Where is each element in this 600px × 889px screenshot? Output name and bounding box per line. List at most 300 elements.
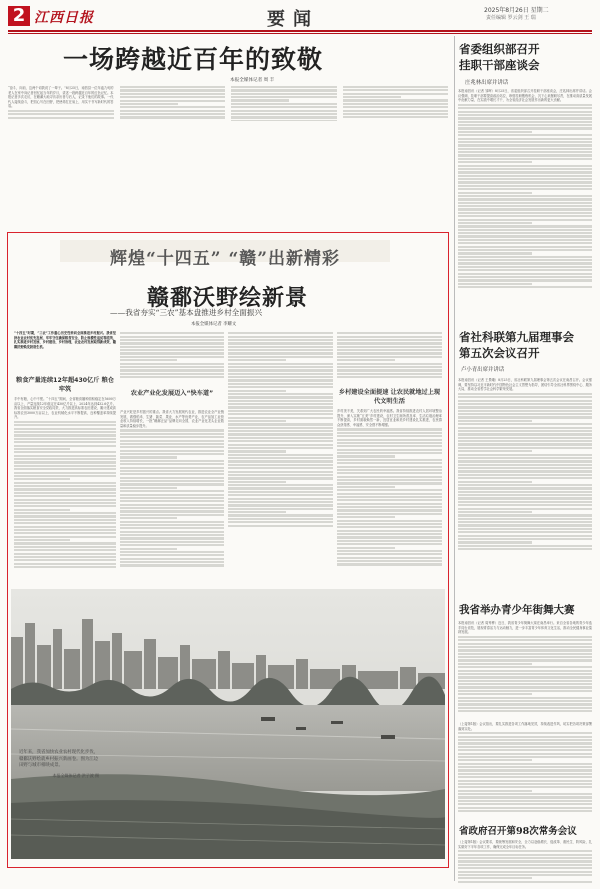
text-line-texture: [458, 683, 592, 685]
brief1-text: （上接第1版）会议指出，要扎实推进各项工作落地见效，持续改进作风，切实把各项决策部署落到实处。: [458, 722, 592, 731]
text-line-texture: [14, 495, 116, 497]
text-line-texture: [228, 420, 286, 422]
text-line-texture: [458, 518, 592, 520]
text-line-texture: [14, 563, 116, 565]
text-line-texture: [337, 479, 442, 481]
text-line-texture: [458, 246, 592, 248]
text-line-texture: [228, 433, 333, 435]
text-line-texture: [120, 349, 224, 351]
text-line-texture: [458, 773, 592, 775]
section-title: 要闻: [267, 9, 319, 30]
text-line-texture: [228, 447, 333, 449]
text-line-texture: [458, 501, 592, 503]
text-line-texture: [120, 497, 224, 499]
text-line-texture: [228, 511, 286, 513]
story3-headline: 我省举办青少年街舞大赛: [459, 604, 575, 616]
text-line-texture: [458, 396, 592, 398]
text-line-texture: [458, 430, 592, 432]
text-line-texture: [14, 478, 70, 480]
text-line-texture: [228, 481, 286, 483]
text-line-texture: [458, 854, 592, 856]
text-line-texture: [337, 557, 442, 559]
text-line-texture: [14, 441, 116, 443]
text-line-texture: [120, 440, 224, 442]
text-line-texture: [343, 93, 449, 95]
text-line-texture: [458, 470, 592, 472]
text-line-texture: [458, 646, 592, 648]
text-line-texture: [458, 742, 592, 744]
section2-body: [120, 410, 224, 585]
text-line-texture: [14, 482, 116, 484]
text-line-texture: [458, 753, 592, 755]
text-line-texture: [228, 487, 333, 489]
section2-text: 产业兴旺是乡村振兴的重点。我省大力发展现代农业，推进农业全产业链发展，做强稻米、生猪、蔬菜、果业、水产等优势产业，农产品加工业营业收入持续增长，一批“赣鄱正品”品牌走向全国，农业产业化龙头企业数量和质量稳步提升。: [120, 410, 224, 428]
lead-story-byline: 本报全媒体记者 周 丰: [230, 78, 275, 83]
text-line-texture: [337, 373, 442, 375]
text-line-texture: [458, 239, 592, 241]
text-line-texture: [231, 96, 337, 98]
feature-photo: [11, 589, 445, 859]
text-line-texture: [120, 534, 224, 536]
text-line-texture: [337, 342, 442, 344]
text-line-texture: [458, 673, 592, 675]
text-line-texture: [337, 563, 442, 565]
text-line-texture: [120, 524, 224, 526]
text-line-texture: [120, 429, 224, 431]
text-line-texture: [458, 680, 592, 682]
text-line-texture: [458, 168, 592, 170]
text-line-texture: [337, 536, 442, 538]
text-line-texture: [231, 113, 337, 115]
text-line-texture: [120, 551, 224, 553]
text-line-texture: [458, 400, 592, 402]
column-divider: [454, 36, 455, 881]
text-line-texture: [337, 449, 442, 451]
text-line-texture: [231, 103, 337, 105]
text-line-texture: [458, 697, 592, 699]
text-line-texture: [458, 763, 592, 765]
text-line-texture: [228, 494, 333, 496]
text-line-texture: [228, 525, 333, 527]
text-line-texture: [458, 653, 592, 655]
story2-headline-line2: 第五次会议召开: [459, 346, 540, 360]
text-line-texture: [14, 505, 116, 507]
text-line-texture: [337, 346, 442, 348]
text-line-texture: [337, 349, 442, 351]
lead-story-text: “奋斗，向前，这两个词我说了一辈子。”8月25日，南昌县一位年逾九旬的老人在家中向记者回忆起当年的岁月，讲述一段跨越近百年的红色记忆。本报记者多次走访，在赣鄱大地寻访亲历者与后人，记录下他们的故事。一代代人接续奋斗，把初心写在田野，把使命扛在肩上，用实干书写新时代的答卷。: [8, 86, 114, 109]
text-line-texture: [14, 428, 116, 430]
text-line-texture: [14, 475, 116, 477]
text-line-texture: [120, 477, 224, 479]
text-line-texture: [120, 561, 224, 563]
text-line-texture: [120, 436, 224, 438]
text-line-texture: [337, 455, 395, 457]
header-rule-thin: [8, 33, 592, 34]
text-line-texture: [228, 339, 333, 341]
text-line-texture: [120, 336, 224, 338]
text-line-texture: [231, 89, 337, 91]
text-line-texture: [14, 549, 116, 551]
text-line-texture: [458, 497, 592, 499]
text-line-texture: [337, 506, 442, 508]
brief1-body: [458, 722, 592, 820]
text-line-texture: [8, 113, 114, 115]
text-line-texture: [120, 463, 224, 465]
text-line-texture: [337, 533, 442, 535]
text-line-texture: [337, 496, 442, 498]
text-line-texture: [458, 867, 592, 869]
feature-intro: [14, 331, 116, 373]
text-line-texture: [228, 390, 286, 392]
text-line-texture: [228, 349, 333, 351]
text-line-texture: [458, 793, 592, 795]
text-line-texture: [337, 352, 442, 354]
header-rule: [8, 30, 592, 32]
text-line-texture: [458, 703, 592, 705]
text-line-texture: [337, 462, 442, 464]
text-line-texture: [228, 403, 333, 405]
text-line-texture: [458, 776, 592, 778]
text-line-texture: [458, 857, 592, 859]
text-line-texture: [337, 428, 442, 430]
text-line-texture: [343, 113, 449, 115]
text-line-texture: [337, 520, 442, 522]
section1-text: 手中有粮，心中不慌。“十四五”期间，全省粮食播种面积稳定在5600万亩以上，产量连续12年稳定在430亿斤以上，2024年达到432.6亿斤。我省全面落实粮食安全党政同责，大力推进高标准农田建设，累计建成高标准农田3000万亩以上，农业机械化水平不断提高，良种覆盖率持续提升。: [14, 397, 116, 420]
text-line-texture: [120, 352, 224, 354]
text-line-texture: [458, 171, 592, 173]
riverside-city-photo: [11, 589, 445, 859]
text-line-texture: [14, 492, 116, 494]
text-line-texture: [458, 286, 592, 288]
text-line-texture: [337, 499, 442, 501]
issue-date: 2025年8月26日 星期二: [484, 7, 549, 14]
section2-headline: 农业产业化发展迈入“快车道”: [130, 390, 214, 397]
text-line-texture: [458, 165, 592, 167]
story2-text: 本报南昌讯（记者 王景曦）8月25日，省社科联第九届理事会第五次会议在南昌召开。会议强调，要坚持以习近平新时代中国特色社会主义思想为指导，团结引导全省社科界围绕中心、服务大局，推动全省哲学社会科学繁荣发展。: [458, 378, 592, 392]
text-line-texture: [458, 663, 532, 665]
text-line-texture: [337, 540, 442, 542]
text-line-texture: [228, 430, 333, 432]
text-line-texture: [228, 460, 333, 462]
text-line-texture: [120, 554, 224, 556]
feature-headline: 赣鄱沃野绘新景: [147, 285, 309, 311]
text-line-texture: [228, 427, 333, 429]
text-line-texture: [120, 541, 224, 543]
text-line-texture: [120, 467, 224, 469]
text-line-texture: [228, 386, 333, 388]
text-line-texture: [8, 110, 114, 112]
text-line-texture: [458, 803, 592, 805]
text-line-texture: [343, 103, 449, 105]
text-line-texture: [458, 416, 592, 418]
text-line-texture: [458, 807, 592, 809]
text-line-texture: [458, 700, 592, 702]
text-line-texture: [458, 693, 532, 695]
text-line-texture: [14, 536, 116, 538]
text-line-texture: [458, 202, 592, 204]
text-line-texture: [14, 512, 116, 514]
text-line-texture: [337, 469, 442, 471]
text-line-texture: [8, 117, 114, 119]
text-line-texture: [228, 477, 333, 479]
text-line-texture: [14, 542, 116, 544]
text-line-texture: [458, 114, 592, 116]
text-line-texture: [458, 881, 592, 883]
feature-col2-top: [120, 331, 224, 385]
text-line-texture: [458, 504, 592, 506]
text-line-texture: [458, 410, 592, 412]
text-line-texture: [458, 393, 592, 395]
text-line-texture: [458, 443, 592, 445]
text-line-texture: [458, 403, 592, 405]
text-line-texture: [337, 503, 442, 505]
text-line-texture: [337, 513, 442, 515]
text-line-texture: [458, 871, 592, 873]
text-line-texture: [231, 93, 337, 95]
text-line-texture: [458, 759, 532, 761]
text-line-texture: [228, 444, 333, 446]
text-line-texture: [458, 521, 592, 523]
text-line-texture: [458, 850, 592, 852]
feature-col3: [228, 331, 333, 585]
text-line-texture: [228, 356, 333, 358]
text-line-texture: [458, 636, 592, 638]
text-line-texture: [228, 373, 333, 375]
text-line-texture: [458, 423, 592, 425]
text-line-texture: [337, 339, 442, 341]
text-line-texture: [337, 493, 442, 495]
text-line-texture: [458, 276, 592, 278]
text-line-texture: [120, 100, 226, 102]
text-line-texture: [14, 461, 116, 463]
text-line-texture: [228, 514, 333, 516]
text-line-texture: [458, 877, 532, 879]
text-line-texture: [337, 356, 442, 358]
text-line-texture: [228, 518, 333, 520]
photo-caption-box: [19, 750, 99, 779]
text-line-texture: [343, 96, 401, 98]
text-line-texture: [14, 485, 116, 487]
text-line-texture: [228, 346, 333, 348]
text-line-texture: [228, 454, 333, 456]
text-line-texture: [337, 359, 395, 361]
text-line-texture: [14, 468, 116, 470]
text-line-texture: [120, 450, 224, 452]
text-line-texture: [458, 420, 532, 422]
text-line-texture: [458, 732, 592, 734]
text-line-texture: [120, 89, 226, 91]
text-line-texture: [120, 106, 226, 108]
story1-subheadline: 庄兆林出席并讲话: [465, 80, 509, 86]
text-line-texture: [458, 117, 592, 119]
text-line-texture: [458, 639, 592, 641]
text-line-texture: [337, 432, 442, 434]
text-line-texture: [458, 256, 592, 258]
lead-story-body: [8, 86, 448, 226]
text-line-texture: [120, 456, 177, 458]
text-line-texture: [14, 553, 116, 555]
text-line-texture: [14, 424, 116, 426]
text-line-texture: [228, 508, 333, 510]
text-line-texture: [120, 96, 226, 98]
text-line-texture: [14, 546, 116, 548]
text-line-texture: [120, 514, 224, 516]
text-line-texture: [228, 417, 333, 419]
text-line-texture: [458, 783, 592, 785]
text-line-texture: [337, 547, 395, 549]
text-line-texture: [14, 532, 116, 534]
text-line-texture: [14, 431, 116, 433]
text-line-texture: [458, 535, 592, 537]
text-line-texture: [228, 410, 333, 412]
text-line-texture: [228, 498, 333, 500]
text-line-texture: [120, 460, 224, 462]
text-line-texture: [228, 379, 333, 381]
text-line-texture: [458, 181, 592, 183]
text-line-texture: [337, 435, 442, 437]
story2-headline-line1: 省社科联第九届理事会: [459, 330, 574, 344]
text-line-texture: [228, 369, 333, 371]
text-line-texture: [458, 242, 592, 244]
text-line-texture: [458, 676, 592, 678]
text-line-texture: [228, 383, 333, 385]
text-line-texture: [458, 279, 592, 281]
text-line-texture: [14, 472, 116, 474]
text-line-texture: [337, 369, 442, 371]
text-line-texture: [228, 413, 333, 415]
text-line-texture: [228, 467, 333, 469]
text-line-texture: [458, 148, 592, 150]
text-line-texture: [228, 406, 333, 408]
text-line-texture: [458, 780, 592, 782]
text-line-texture: [458, 690, 592, 692]
text-line-texture: [120, 527, 224, 529]
feature-banner: 辉煌“十四五” “赣”出新精彩: [110, 249, 341, 269]
text-line-texture: [458, 134, 592, 136]
text-line-texture: [458, 269, 592, 271]
text-line-texture: [458, 273, 592, 275]
text-line-texture: [458, 121, 592, 123]
text-line-texture: [458, 198, 592, 200]
text-line-texture: [458, 494, 592, 496]
text-line-texture: [231, 110, 337, 112]
photo-caption: 近年来，我省加快农业农村现代化步伐，赣鄱沃野绘就乡村振兴新画卷。图为江边田野与城市相映成景。: [19, 750, 99, 768]
section3-text: 乡村美不美，关系到广大农民的幸福感。我省持续推进农村人居环境整治提升，深入实施“五美”乡村建设，农村卫生厕所普及率、生活垃圾治理率不断提高，乡村面貌焕然一新，宜居宜业和美乡村建设扎实推进，农民群众获得感、幸福感、安全感不断增强。: [337, 409, 442, 427]
text-line-texture: [228, 423, 333, 425]
text-line-texture: [120, 93, 226, 95]
text-line-texture: [120, 103, 178, 105]
text-line-texture: [458, 249, 592, 251]
text-line-texture: [337, 486, 395, 488]
story1-headline-line1: 省委组织部召开: [459, 42, 540, 56]
text-line-texture: [14, 522, 116, 524]
text-line-texture: [228, 504, 333, 506]
text-line-texture: [337, 472, 442, 474]
text-line-texture: [14, 445, 116, 447]
text-line-texture: [120, 494, 224, 496]
text-line-texture: [14, 448, 70, 450]
text-line-texture: [337, 366, 442, 368]
text-line-texture: [231, 106, 337, 108]
text-line-texture: [14, 502, 116, 504]
text-line-texture: [458, 460, 592, 462]
text-line-texture: [14, 556, 116, 558]
text-line-texture: [458, 649, 592, 651]
text-line-texture: [458, 746, 592, 748]
text-line-texture: [120, 339, 224, 341]
text-line-texture: [458, 800, 592, 802]
text-line-texture: [458, 195, 592, 197]
text-line-texture: [458, 511, 532, 513]
text-line-texture: [458, 440, 592, 442]
text-line-texture: [14, 566, 116, 568]
text-line-texture: [14, 515, 116, 517]
text-line-texture: [458, 656, 592, 658]
text-line-texture: [458, 766, 592, 768]
page-number: 2: [8, 6, 30, 26]
text-line-texture: [343, 89, 449, 91]
text-line-texture: [458, 229, 592, 231]
text-line-texture: [231, 116, 337, 118]
text-line-texture: [228, 484, 333, 486]
text-line-texture: [14, 488, 116, 490]
text-line-texture: [337, 530, 442, 532]
text-line-texture: [458, 769, 592, 771]
section3-headline: 乡村建设全面提速 让农民就地过上现代文明生活: [338, 389, 441, 405]
text-line-texture: [120, 359, 177, 361]
text-line-texture: [337, 452, 442, 454]
text-line-texture: [14, 529, 116, 531]
text-line-texture: [458, 406, 592, 408]
section1-body: [14, 397, 116, 585]
text-line-texture: [458, 107, 592, 109]
text-line-texture: [228, 437, 333, 439]
text-line-texture: [228, 342, 333, 344]
text-line-texture: [337, 332, 442, 334]
text-line-texture: [337, 466, 442, 468]
text-line-texture: [120, 507, 224, 509]
text-line-texture: [458, 138, 592, 140]
text-line-texture: [14, 465, 116, 467]
text-line-texture: [120, 500, 224, 502]
text-line-texture: [458, 531, 592, 533]
text-line-texture: [458, 111, 592, 113]
text-line-texture: [120, 373, 224, 375]
text-line-texture: [120, 564, 224, 566]
text-line-texture: [228, 396, 333, 398]
text-line-texture: [337, 363, 442, 365]
text-line-texture: [337, 459, 442, 461]
story4-text: （上接第1版）会议要求，要统筹发展和安全，全力以赴稳增长、促改革、惠民生、防风险，扎实做好下半年各项工作，确保完成全年目标任务。: [458, 840, 592, 849]
text-line-texture: [228, 359, 286, 361]
text-line-texture: [14, 421, 116, 423]
text-line-texture: [337, 489, 442, 491]
text-line-texture: [458, 666, 592, 668]
feature-col4-top: [337, 331, 442, 385]
text-line-texture: [228, 376, 333, 378]
text-line-texture: [458, 670, 592, 672]
text-line-texture: [458, 283, 532, 285]
text-line-texture: [120, 487, 177, 489]
feature-byline: 本报全媒体记者 李耀文: [191, 322, 237, 327]
text-line-texture: [120, 446, 224, 448]
text-line-texture: [458, 528, 592, 530]
text-line-texture: [458, 467, 592, 469]
text-line-texture: [337, 553, 442, 555]
text-line-texture: [458, 192, 532, 194]
text-line-texture: [120, 342, 224, 344]
text-line-texture: [120, 86, 226, 88]
